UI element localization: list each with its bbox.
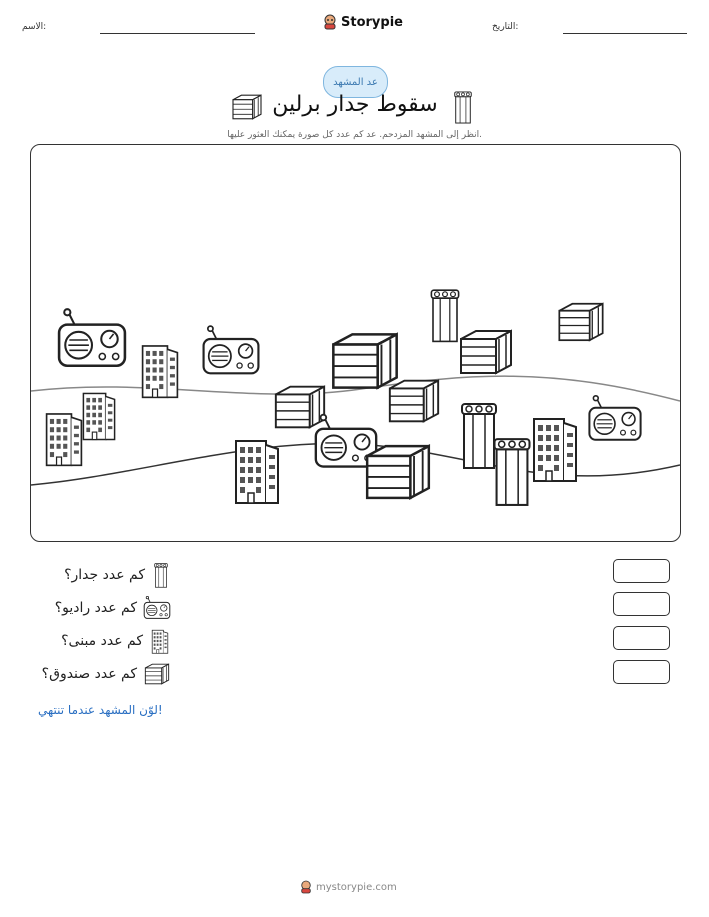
date-line[interactable] (563, 33, 687, 34)
crate-icon (456, 325, 516, 379)
answer-box[interactable] (613, 660, 670, 684)
brand-logo (323, 14, 403, 30)
footer (300, 880, 420, 894)
instructions: انظر إلى المشهد المزدحم. عد كم عدد كل صورة يمكنك العثور عليها. (227, 130, 482, 140)
date-label: التاريخ: (492, 22, 519, 32)
question-row (64, 562, 171, 588)
storypie-mascot-icon (300, 880, 312, 894)
radio-icon (143, 595, 171, 621)
building-icon (227, 435, 287, 505)
building-icon (136, 341, 184, 399)
page-title: سقوط جدار برلين (272, 92, 438, 117)
question-row (42, 661, 171, 687)
question-row (61, 628, 171, 654)
radio-icon (201, 323, 261, 379)
counting-scene (30, 144, 681, 542)
crate-icon (143, 661, 171, 687)
crate-icon (361, 439, 435, 505)
colour-prompt: لوّن المشهد عندما تنتهي! (38, 703, 163, 717)
wall-icon (151, 562, 171, 588)
name-line[interactable] (100, 33, 255, 34)
name-label: الاسم: (22, 22, 47, 32)
activity-badge: عد المشهد (323, 66, 388, 98)
question-text: كم عدد جدار؟ (64, 567, 145, 583)
crate-icon (385, 375, 443, 427)
wall-icon (489, 435, 535, 507)
building-icon (149, 628, 171, 654)
question-text: كم عدد راديو؟ (54, 600, 137, 616)
answer-box[interactable] (613, 626, 670, 650)
question-row (55, 595, 171, 621)
brand-name: Storypie (341, 14, 403, 30)
crate-icon (555, 299, 607, 345)
building-icon (41, 409, 87, 467)
wall-icon (452, 90, 474, 124)
footer-url[interactable]: mystorypie.com (316, 881, 397, 893)
answer-box[interactable] (613, 592, 670, 616)
radio-icon (587, 393, 643, 445)
question-text: كم عدد مبنى؟ (61, 633, 143, 649)
answer-box[interactable] (613, 559, 670, 583)
question-text: كم عدد صندوق؟ (41, 666, 137, 682)
radio-icon (56, 305, 128, 373)
storypie-mascot-icon (323, 14, 337, 30)
crate-icon (230, 93, 264, 121)
